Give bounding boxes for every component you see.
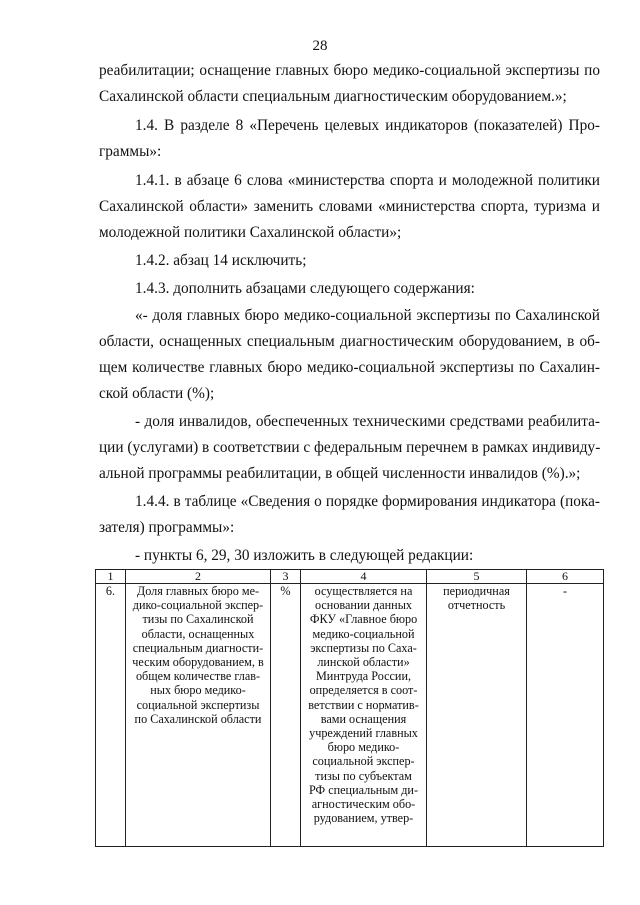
text-line-15: ции (услугами) в соответствии с федеральным перечнем в рамках индивиду- <box>99 439 601 456</box>
cell-line: медико-социальной <box>312 626 415 641</box>
text-line-16: альной программы реабилитации, в общей численности инвалидов (%).»; <box>99 465 581 482</box>
cell-line: основании данных <box>315 598 412 613</box>
text-line-5: 1.4.1. в абзаце 6 слова «министерства спорта и молодежной политики <box>135 172 600 189</box>
indicator-table <box>95 569 604 847</box>
cell-line: ных бюро медико- <box>150 683 246 698</box>
cell-line: отчетность <box>447 598 506 613</box>
cell-line: периодичная <box>443 584 510 598</box>
cell-line: РФ специальным ди- <box>308 782 419 797</box>
text-line-3: 1.4. В разделе 8 «Перечень целевых индикаторов (показателей) Про- <box>135 117 600 134</box>
table-row <box>96 584 604 847</box>
text-line-1: реабилитации; оснащение главных бюро медико-социальной экспертизы по <box>99 62 600 79</box>
text-line-12: щем количестве главных бюро медико-социальной экспертизы по Сахалин- <box>99 359 600 376</box>
cell-line: по Сахалинской области <box>134 711 262 726</box>
cell-line: социальной экспертизы <box>136 697 260 712</box>
cell-line: бюро медико- <box>327 740 400 755</box>
cell-line: ческим оборудованием, в <box>132 655 264 670</box>
text-line-18: зателя) программы»: <box>99 519 235 536</box>
cell-line: тизы по субъектам <box>315 768 412 783</box>
table-header-cell: 2 <box>126 570 271 584</box>
table-cell-extra <box>527 584 604 847</box>
table-header-cell: 6 <box>527 570 604 584</box>
cell-text: % <box>280 584 291 598</box>
cell-line: вами оснащения <box>320 711 407 726</box>
cell-line: Минтруда России, <box>315 669 412 684</box>
text-line-7: молодежной политики Сахалинской области»; <box>99 224 402 241</box>
cell-line: ФКУ «Главное бюро <box>309 612 418 627</box>
cell-line: рудованием, утвер- <box>313 811 414 826</box>
cell-line: социальной экспер- <box>312 754 415 769</box>
text-line-13: ской области (%); <box>99 385 215 402</box>
cell-line: линской области» <box>317 655 410 670</box>
cell-line: экспертизы по Саха- <box>310 640 417 655</box>
cell-line: учреждений главных <box>309 726 418 741</box>
cell-line: Доля главных бюро ме- <box>136 584 260 598</box>
cell-line: общем количестве глав- <box>135 669 261 684</box>
text-line-2: Сахалинской области специальным диагностическим оборудованием.»; <box>99 88 567 105</box>
text-line-19: - пункты 6, 29, 30 изложить в следующей редакции: <box>135 547 474 564</box>
page-number: 28 <box>312 38 328 54</box>
cell-text: 6. <box>105 584 116 598</box>
text-line-6: Сахалинской области» заменить словами «министерства спорта, туризма и <box>99 198 600 215</box>
table-cell-number <box>96 584 126 847</box>
text-line-14: - доля инвалидов, обеспеченных техническими средствами реабилита- <box>135 413 600 430</box>
cell-line: дико-социальной экспер- <box>132 598 264 613</box>
table-cell-method <box>301 584 427 847</box>
cell-line: агностическим обо- <box>311 797 416 812</box>
table-header-cell: 1 <box>96 570 126 584</box>
table-header-row <box>96 570 604 584</box>
text-line-4: граммы»: <box>99 143 162 160</box>
table-cell-indicator <box>126 584 271 847</box>
cell-line: специальным диагности- <box>132 640 264 655</box>
table-cell-unit <box>271 584 301 847</box>
cell-line: определяется в соот- <box>309 683 418 698</box>
cell-line: ветствии с норматив- <box>308 697 419 712</box>
table-header-cell: 4 <box>301 570 427 584</box>
cell-text: - <box>562 584 568 598</box>
cell-line: тизы по Сахалинской <box>142 612 254 627</box>
cell-line: осуществляется на <box>314 584 413 598</box>
text-line-11: области, оснащенных специальным диагностическим оборудованием, в об- <box>99 333 600 350</box>
text-line-9: 1.4.3. дополнить абзацами следующего содержания: <box>135 280 475 297</box>
text-line-10: «- доля главных бюро медико-социальной экспертизы по Сахалинской <box>135 307 600 324</box>
table-header-cell: 5 <box>427 570 527 584</box>
text-line-8: 1.4.2. абзац 14 исключить; <box>135 252 307 269</box>
table-cell-source <box>427 584 527 847</box>
text-line-17: 1.4.4. в таблице «Сведения о порядке формирования индикатора (пока- <box>135 493 600 510</box>
cell-line: области, оснащенных <box>141 626 255 641</box>
table-header-cell: 3 <box>271 570 301 584</box>
